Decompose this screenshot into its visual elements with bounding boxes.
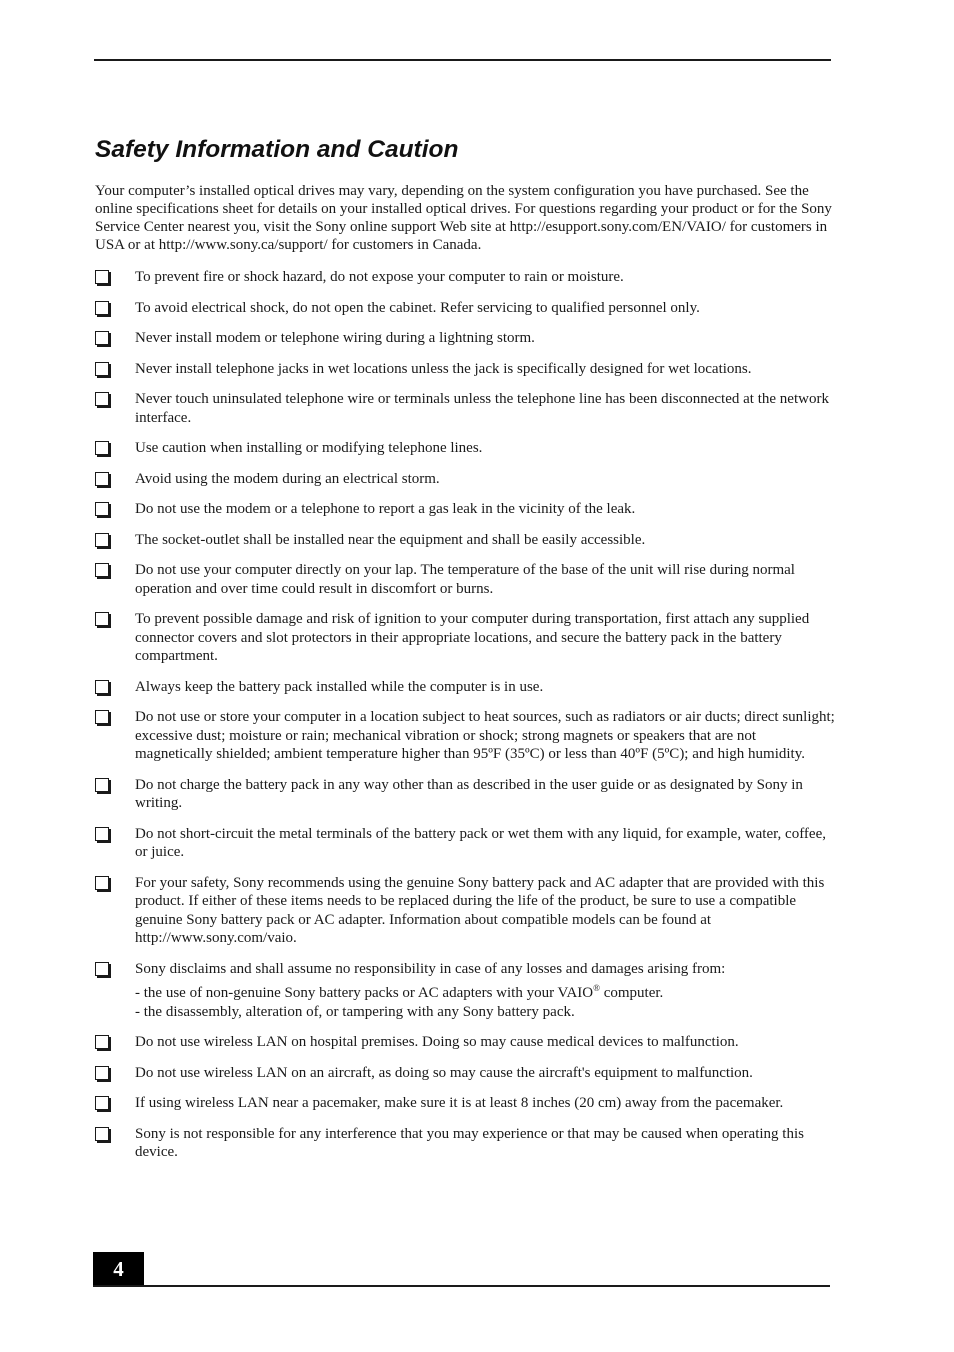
checkbox-bullet-icon <box>95 533 109 547</box>
checkbox-bullet-icon <box>95 710 109 724</box>
caution-item-text: Do not short-circuit the metal terminals of the battery pack or wet them with any liquid, for example, water, coffee, or juice. <box>135 825 826 860</box>
checkbox-bullet-icon <box>95 778 109 792</box>
disclaimer-subline: - the disassembly, alteration of, or tampering with any Sony battery pack. <box>135 1003 575 1020</box>
caution-item <box>95 678 835 697</box>
caution-item-text: To prevent fire or shock hazard, do not expose your computer to rain or moisture. <box>135 269 624 285</box>
disclaimer-subline-text: computer. <box>599 985 664 1001</box>
checkbox-bullet-icon <box>95 962 109 976</box>
checkbox-bullet-icon <box>95 563 109 577</box>
checkbox-bullet-icon <box>95 1127 109 1141</box>
intro-paragraph: Your computer’s installed optical drives may vary, depending on the system configuration you have purchased. See the online specifications sheet for details on your installed optical drives. For questions regarding your product or for the Sony Service Center nearest you, visit the Sony online support Web site at http://esupport.sony.com/EN/VAIO/ for customers in USA or at http://www.sony.ca/support/ for customers in Canada. <box>95 183 832 253</box>
caution-item-text: Never install telephone jacks in wet locations unless the jack is specifically designed for wet locations. <box>135 360 752 377</box>
checkbox-bullet-icon <box>95 392 109 406</box>
caution-item <box>95 531 835 550</box>
caution-item-text: Sony is not responsible for any interference that you may experience or that may be caused when operating this device. <box>135 1125 804 1160</box>
checkbox-bullet-icon <box>95 270 109 284</box>
caution-item-text: Do not use wireless LAN on an aircraft, as doing so may cause the aircraft's equipment to malfunction. <box>135 1064 753 1081</box>
caution-item-text: Use caution when installing or modifying telephone lines. <box>135 440 483 456</box>
caution-item <box>95 360 835 379</box>
caution-item <box>95 500 835 519</box>
caution-item <box>95 299 835 318</box>
caution-item-text: If using wireless LAN near a pacemaker, make sure it is at least 8 inches (20 cm) away from the pacemaker. <box>135 1095 784 1111</box>
checkbox-bullet-icon <box>95 1035 109 1049</box>
caution-item-text: For your safety, Sony recommends using the genuine Sony battery pack and AC adapter that are provided with this product. If either of these items needs to be replaced during the life of the product, be sure to use a compatible genuine Sony battery pack or AC adapter. Information about compatible models can be found at http://www.sony.com/vaio. <box>135 874 825 946</box>
caution-item-text: Do not use your computer directly on your lap. The temperature of the base of the unit will rise during normal operation and over time could result in discomfort or burns. <box>135 562 795 597</box>
caution-item <box>95 610 835 666</box>
checkbox-bullet-icon <box>95 1066 109 1080</box>
checkbox-bullet-icon <box>95 472 109 486</box>
checkbox-bullet-icon <box>95 827 109 841</box>
caution-item <box>95 268 835 287</box>
page-number: 4 <box>93 1252 144 1287</box>
checkbox-bullet-icon <box>95 876 109 890</box>
caution-item <box>95 1094 835 1113</box>
page-title: Safety Information and Caution <box>95 136 459 163</box>
caution-item <box>95 776 835 813</box>
caution-item <box>95 439 835 458</box>
header-rule <box>94 59 831 61</box>
caution-item-text: Do not use the modem or a telephone to report a gas leak in the vicinity of the leak. <box>135 501 636 517</box>
disclaimer-subline <box>135 984 835 1003</box>
caution-item-text: Always keep the battery pack installed while the computer is in use. <box>135 678 544 695</box>
footer-rule <box>93 1285 830 1287</box>
caution-item-text: Do not use or store your computer in a location subject to heat sources, such as radiators or air ducts; direct sunlight; excessive dust; moisture or rain; mechanical vibration or shock; strong magnets or speakers that are not magnetically shielded; ambient temperature higher than 95ºF (35ºC) or less than 40ºF (5ºC); and high humidity. <box>135 709 835 762</box>
caution-item <box>95 390 835 427</box>
caution-item-text: Do not use wireless LAN on hospital premises. Doing so may cause medical devices to malfunction. <box>135 1034 739 1050</box>
caution-item-text: The socket-outlet shall be installed near the equipment and shall be easily accessible. <box>135 531 646 548</box>
caution-item <box>95 470 835 489</box>
caution-item <box>95 825 835 862</box>
caution-item <box>95 874 835 948</box>
caution-item <box>95 1064 835 1083</box>
registered-mark: ® <box>593 983 600 993</box>
caution-list <box>95 268 835 1174</box>
caution-item <box>95 708 835 764</box>
caution-item-text: To avoid electrical shock, do not open the cabinet. Refer servicing to qualified personnel only. <box>135 299 700 316</box>
checkbox-bullet-icon <box>95 301 109 315</box>
caution-item <box>95 329 835 348</box>
checkbox-bullet-icon <box>95 502 109 516</box>
caution-item <box>95 561 835 598</box>
caution-item-text: Never install modem or telephone wiring during a lightning storm. <box>135 330 535 346</box>
caution-item-disclaimer <box>95 960 835 1022</box>
caution-item-text: Sony disclaims and shall assume no responsibility in case of any losses and damages arising from: <box>135 960 726 977</box>
checkbox-bullet-icon <box>95 1096 109 1110</box>
caution-item-text: Avoid using the modem during an electrical storm. <box>135 470 440 487</box>
checkbox-bullet-icon <box>95 680 109 694</box>
caution-item <box>95 1125 835 1162</box>
caution-item <box>95 1033 835 1052</box>
checkbox-bullet-icon <box>95 612 109 626</box>
checkbox-bullet-icon <box>95 441 109 455</box>
checkbox-bullet-icon <box>95 362 109 376</box>
disclaimer-subline-text: - the use of non-genuine Sony battery packs or AC adapters with your VAIO <box>135 985 594 1001</box>
caution-item-text: To prevent possible damage and risk of ignition to your computer during transportation, first attach any supplied connector covers and slot protectors in their appropriate locations, and secure the battery pack in the battery compartment. <box>135 611 810 664</box>
checkbox-bullet-icon <box>95 331 109 345</box>
caution-item-text: Never touch uninsulated telephone wire or terminals unless the telephone line has been disconnected at the network interface. <box>135 391 829 426</box>
caution-item-text: Do not charge the battery pack in any way other than as described in the user guide or as designated by Sony in writing. <box>135 776 803 811</box>
